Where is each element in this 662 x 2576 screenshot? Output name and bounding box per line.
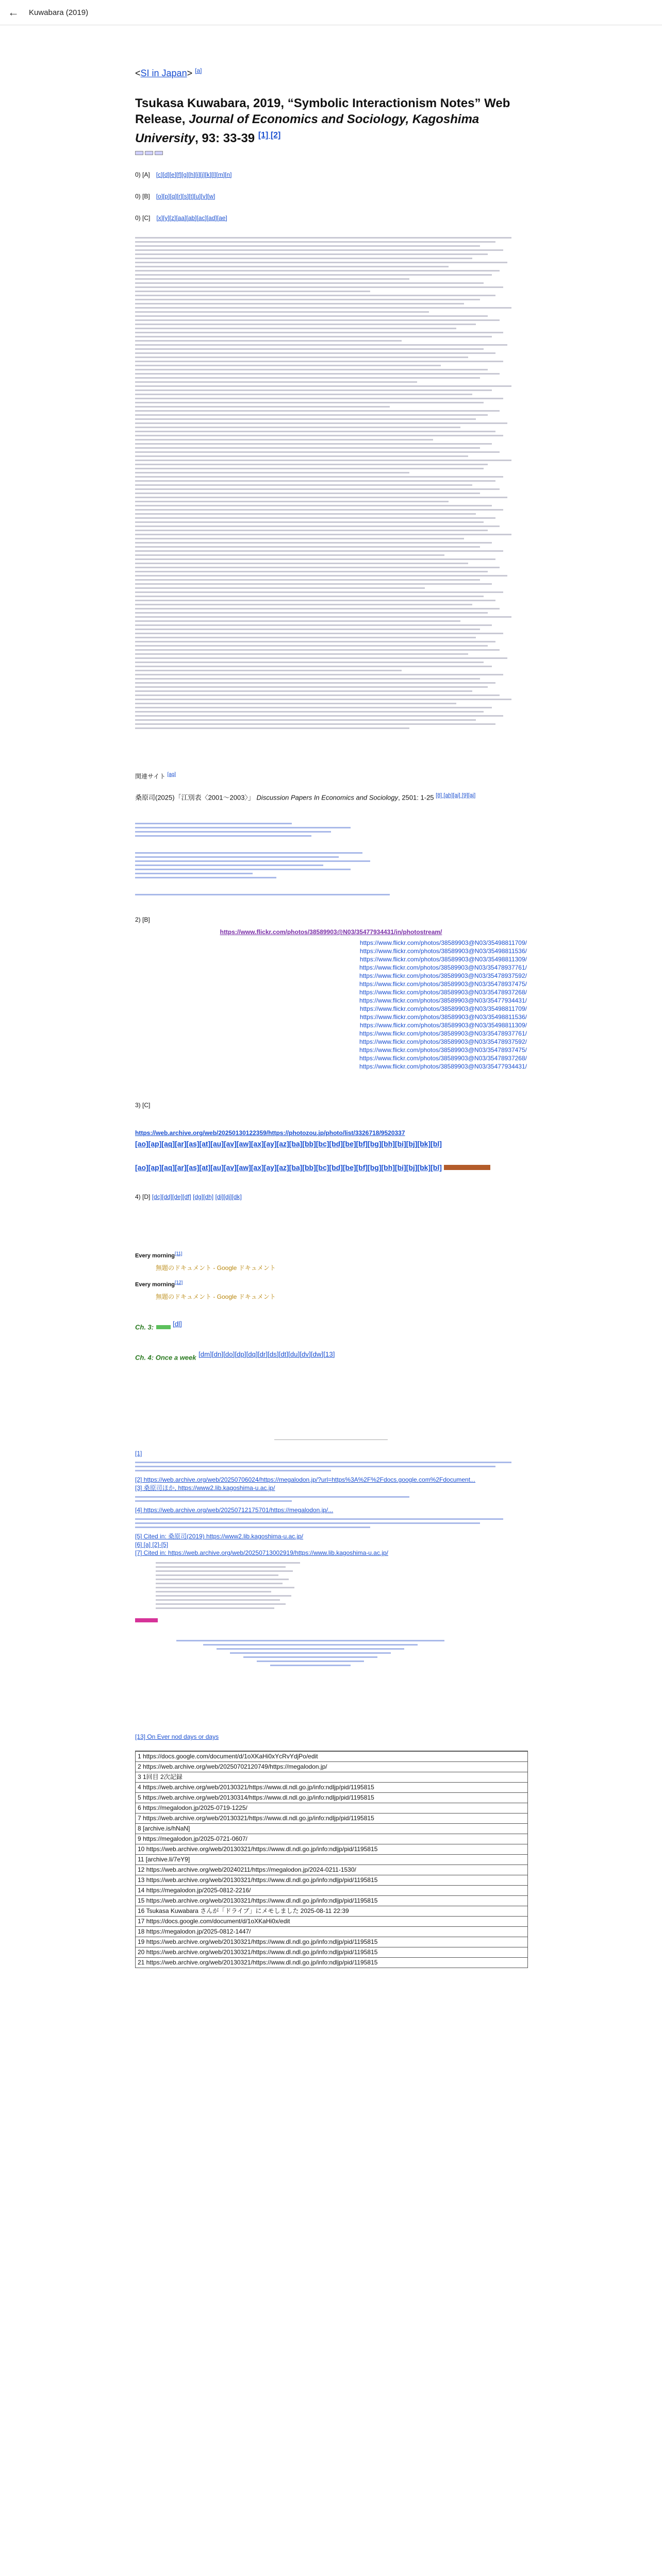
- footnote[interactable]: [2] https://web.archive.org/web/20250706024/https://megalodon.jp/?url=https%3A%2F%2Fdocs.google.com%2Fdocument...: [135, 1476, 476, 1484]
- chapter-3: [135, 1320, 527, 1332]
- archive-refs: [135, 1140, 527, 1148]
- flickr-link[interactable]: https://www.flickr.com/photos/38589903@N03/35478937268/: [359, 1055, 527, 1062]
- flickr-link[interactable]: https://www.flickr.com/photos/38589903@N03/35478937761/: [359, 1030, 527, 1038]
- archive-table: [135, 1751, 528, 1968]
- flickr-heading-link[interactable]: https://www.flickr.com/photos/38589903@N03/35477934431/in/photostream/: [220, 928, 442, 936]
- page-tab-title: Kuwabara (2019): [29, 8, 89, 17]
- highlight-bar: [444, 1165, 490, 1170]
- archive-section-label: 3) [C]: [135, 1101, 151, 1109]
- table-title[interactable]: [13] On Ever nod days or days: [135, 1733, 219, 1741]
- related-entry-tail: , 2501: 1-25: [398, 793, 434, 802]
- subtitle-line: [135, 150, 527, 157]
- flickr-list: [135, 939, 527, 1071]
- table-row[interactable]: 2 https://web.archive.org/web/20250702120749/https://megalodon.jp/: [136, 1761, 527, 1772]
- archive-refs-text[interactable]: [ao][ap][aq][ar][as][at][au][av][aw][ax][ay][az][ba][bb][bc][bd][be][bf][bg][bh][bi][bj][bk][bl]: [135, 1163, 442, 1172]
- title-refs[interactable]: [1] [2]: [258, 131, 281, 140]
- table-row[interactable]: 10 https://web.archive.org/web/20130321/https://www.dl.ndl.go.jp/info:ndljp/pid/1195815: [136, 1844, 527, 1854]
- flickr-section-label: 2) [B]: [135, 916, 150, 924]
- chapter-ref[interactable]: [dm][dn][do][dp][dq][dr][ds][dt][du][dv][dw][13]: [198, 1350, 335, 1358]
- morning-sup[interactable]: [12]: [175, 1279, 183, 1285]
- related-entry-refs[interactable]: [8] [ah][ai] [9][aj]: [436, 792, 476, 799]
- morning-doc-link[interactable]: 無題のドキュメント - Google ドキュメント: [156, 1293, 276, 1300]
- links-block-1: [135, 823, 527, 895]
- archive-refs-text[interactable]: [ao][ap][aq][ar][as][at][au][av][aw][ax][ay][az][ba][bb][bc][bd][be][bf][bg][bh][bi][bj][bk][bl]: [135, 1140, 442, 1148]
- chapter-ref[interactable]: [dl]: [173, 1319, 182, 1328]
- flickr-link[interactable]: https://www.flickr.com/photos/38589903@N03/35498811309/: [359, 1022, 527, 1029]
- morning-sup[interactable]: [11]: [175, 1251, 183, 1257]
- table-row[interactable]: 7 https://web.archive.org/web/20130321/https://www.dl.ndl.go.jp/info:ndljp/pid/1195815: [136, 1813, 527, 1823]
- main-content: [135, 57, 527, 1968]
- breadcrumb: [135, 67, 527, 79]
- flickr-link[interactable]: https://www.flickr.com/photos/38589903@N03/35478937592/: [359, 972, 527, 980]
- breadcrumb-ref[interactable]: [a]: [195, 67, 202, 74]
- section-link[interactable]: [c][d][e][f][g][h][i][j][k][l][m][n]: [156, 171, 232, 178]
- breadcrumb-suffix: >: [187, 68, 193, 78]
- morning-2: [135, 1280, 527, 1288]
- breadcrumb-prefix: <: [135, 68, 141, 78]
- morning-label: Every morning: [135, 1252, 175, 1259]
- archive-link-row: [135, 1129, 527, 1137]
- highlight-bar: [135, 1618, 158, 1622]
- related-entry-journal: Discussion Papers In Economics and Sociology: [256, 793, 399, 802]
- table-row[interactable]: 11 [archive.li/7eY9]: [136, 1854, 527, 1865]
- section-a: [135, 171, 527, 178]
- back-arrow-icon[interactable]: ←: [8, 6, 19, 19]
- table-row[interactable]: 12 https://web.archive.org/web/20240211/https://megalodon.jp/2024-0211-1530/: [136, 1865, 527, 1875]
- flickr-heading-row: [135, 928, 527, 936]
- chapter-4: [135, 1350, 527, 1362]
- related-label: 関連サイト: [135, 773, 166, 780]
- table-row[interactable]: 17 https://docs.google.com/document/d/1oXKaHi0x/edit: [136, 1916, 527, 1926]
- flickr-link[interactable]: https://www.flickr.com/photos/38589903@N03/35478937761/: [359, 964, 527, 972]
- title-author: Tsukasa Kuwabara, 2019, “Symbolic Interactionism Notes” Web Release,: [135, 96, 510, 126]
- section-c: [135, 214, 527, 222]
- footnote[interactable]: [1]: [135, 1450, 142, 1458]
- body-text-block: [135, 237, 527, 729]
- chapter-label: Ch. 3:: [135, 1323, 154, 1331]
- section-link[interactable]: [o][p][q][r][s][t][u][v][w]: [156, 193, 216, 200]
- title-tail: , 93: 33-39: [195, 131, 255, 145]
- flickr-link[interactable]: https://www.flickr.com/photos/38589903@N03/35498811309/: [359, 956, 527, 963]
- highlight-bar: [156, 1325, 171, 1329]
- morning-doc-link[interactable]: 無題のドキュメント - Google ドキュメント: [156, 1264, 276, 1272]
- footnotes: [135, 1449, 527, 1666]
- archive-refs-2: [135, 1163, 527, 1173]
- flickr-link[interactable]: https://www.flickr.com/photos/38589903@N03/35478937475/: [359, 980, 527, 988]
- archive-link[interactable]: https://web.archive.org/web/20250130122359/https://photozou.jp/photo/list/3326718/9520337: [135, 1129, 405, 1137]
- morning-label: Every morning: [135, 1281, 175, 1288]
- flickr-link[interactable]: https://www.flickr.com/photos/38589903@N03/35478937475/: [359, 1046, 527, 1054]
- flickr-link[interactable]: https://www.flickr.com/photos/38589903@N03/35498811709/: [359, 1005, 527, 1013]
- table-row[interactable]: 14 https://megalodon.jp/2025-0812-2216/: [136, 1885, 527, 1895]
- table-row[interactable]: 4 https://web.archive.org/web/20130321/https://www.dl.ndl.go.jp/info:ndljp/pid/1195815: [136, 1782, 527, 1792]
- table-row[interactable]: 21 https://web.archive.org/web/20130321/https://www.dl.ndl.go.jp/info:ndljp/pid/1195815: [136, 1957, 527, 1968]
- breadcrumb-link[interactable]: SI in Japan: [140, 68, 187, 78]
- marker-icon: [145, 151, 153, 155]
- section-label: 0) [C]: [135, 214, 151, 222]
- table-row[interactable]: 20 https://web.archive.org/web/20130321/https://www.dl.ndl.go.jp/info:ndljp/pid/1195815: [136, 1947, 527, 1957]
- table-row[interactable]: 19 https://web.archive.org/web/20130321/https://www.dl.ndl.go.jp/info:ndljp/pid/1195815: [136, 1937, 527, 1947]
- title-journal: Journal of Economics and Sociology, Kagoshima University: [135, 112, 479, 145]
- table-row[interactable]: 5 https://web.archive.org/web/20130314/https://www.dl.ndl.go.jp/info:ndljp/pid/1195815: [136, 1792, 527, 1803]
- table-row[interactable]: 9 https://megalodon.jp/2025-0721-0607/: [136, 1834, 527, 1844]
- footnote[interactable]: [4] https://web.archive.org/web/20250712175701/https://megalodon.jp/...: [135, 1506, 334, 1514]
- flickr-link[interactable]: https://www.flickr.com/photos/38589903@N03/35478937592/: [359, 1038, 527, 1046]
- section-4: 4) [D] [dc][dd][de][df] [dg][dh] [di][dj][dk]: [135, 1193, 242, 1201]
- marker-icon: [155, 151, 163, 155]
- flickr-link[interactable]: https://www.flickr.com/photos/38589903@N03/35498811536/: [359, 1013, 527, 1021]
- table-row[interactable]: 8 [archive.is/hNaN]: [136, 1823, 527, 1834]
- morning-doc-row: [156, 1292, 527, 1301]
- flickr-link[interactable]: https://www.flickr.com/photos/38589903@N03/35477934431/: [359, 997, 527, 1005]
- table-row[interactable]: 13 https://web.archive.org/web/20130321/https://www.dl.ndl.go.jp/info:ndljp/pid/1195815: [136, 1875, 527, 1885]
- section-link[interactable]: [x][y][z][aa][ab][ac][ad][ae]: [156, 214, 227, 222]
- table-row[interactable]: 15 https://web.archive.org/web/20130321/https://www.dl.ndl.go.jp/info:ndljp/pid/1195815: [136, 1895, 527, 1906]
- footnote[interactable]: [3] 桑原司ほか, https://www2.lib.kagoshima-u.ac.jp/: [135, 1484, 275, 1492]
- marker-icon: [135, 151, 143, 155]
- related-entry: [135, 791, 527, 802]
- morning-doc-row: [156, 1263, 527, 1273]
- section-label: 0) [B]: [135, 193, 150, 200]
- flickr-link[interactable]: https://www.flickr.com/photos/38589903@N03/35498811709/: [359, 939, 527, 947]
- flickr-link[interactable]: https://www.flickr.com/photos/38589903@N03/35498811536/: [359, 947, 527, 955]
- page-title: [135, 95, 527, 146]
- related-heading: [135, 772, 527, 781]
- flickr-link[interactable]: https://www.flickr.com/photos/38589903@N03/35478937268/: [359, 989, 527, 996]
- table-row[interactable]: 3 1回目 2次記録: [136, 1772, 527, 1782]
- table-row[interactable]: 16 Tsukasa Kuwabara さんが「ドライブ」にメモしました 2025-08-11 22:39: [136, 1906, 527, 1916]
- chapter-label: Ch. 4: Once a week: [135, 1353, 196, 1362]
- related-sup[interactable]: [ag]: [167, 772, 176, 777]
- footnote[interactable]: [7] Cited in: https://web.archive.org/web/20250713002919/https://www.lib.kagoshima-u.ac.jp/: [135, 1549, 388, 1557]
- table-row[interactable]: 6 https://megalodon.jp/2025-0719-1225/: [136, 1803, 527, 1813]
- top-bar: [0, 0, 662, 25]
- table-row[interactable]: 18 https://megalodon.jp/2025-0812-1447/: [136, 1926, 527, 1937]
- related-entry-text: 桑原司(2025)「江別表〈2001〜2003〉」: [135, 793, 255, 802]
- table-row[interactable]: 1 https://docs.google.com/document/d/1oXKaHi0xYcRvYdjPo/edit: [136, 1751, 527, 1761]
- flickr-link[interactable]: https://www.flickr.com/photos/38589903@N03/35477934431/: [359, 1063, 527, 1071]
- section-label: 0) [A]: [135, 171, 150, 178]
- footnote[interactable]: [6] [a] [2]-[5]: [135, 1541, 169, 1549]
- section-b: [135, 193, 527, 200]
- morning-1: [135, 1251, 527, 1259]
- divider: [274, 1439, 388, 1440]
- footnote[interactable]: [5] Cited in: 桑原司(2019) https://www2.lib.kagoshima-u.ac.jp/: [135, 1533, 304, 1540]
